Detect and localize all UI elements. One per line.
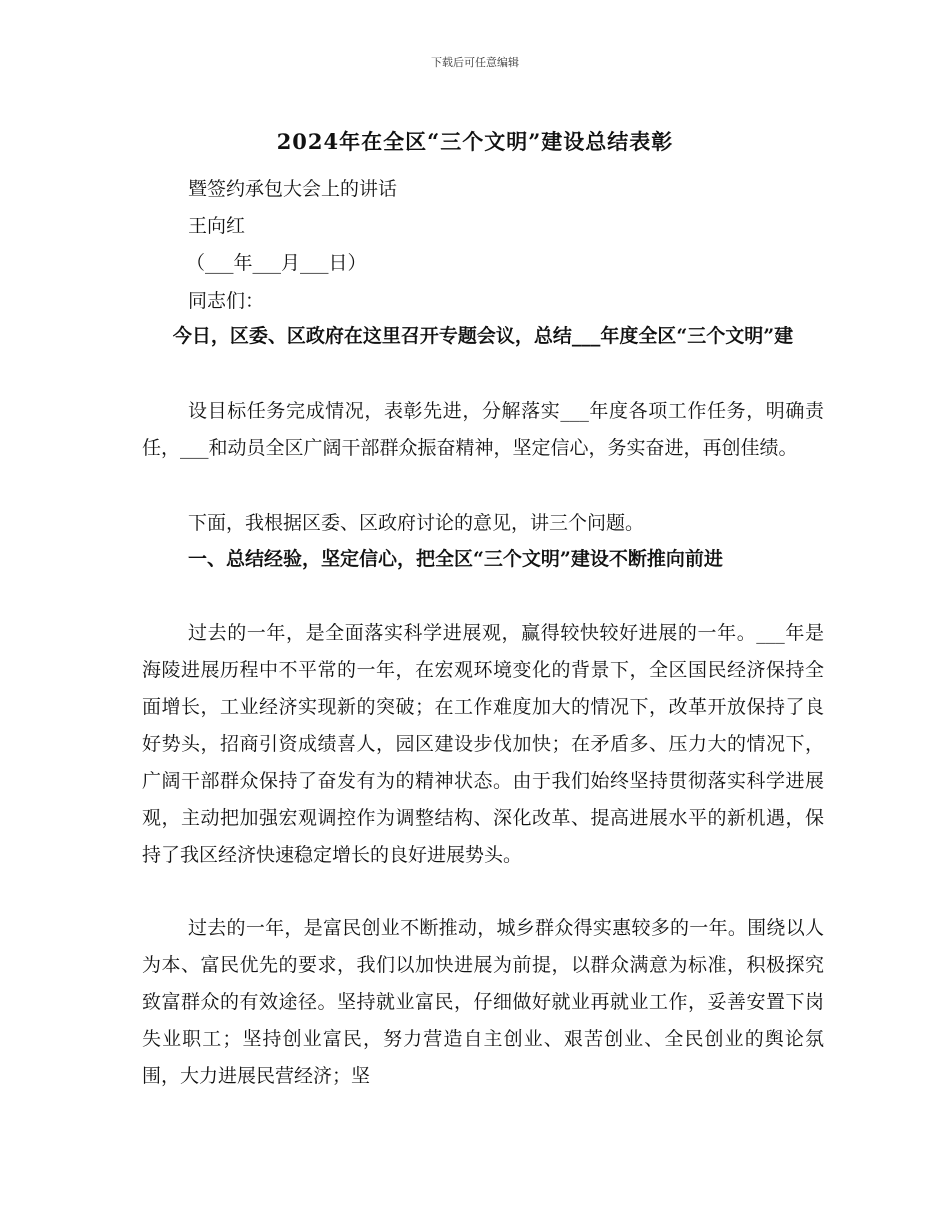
paragraph-2: 下面，我根据区委、区政府讨论的意见，讲三个问题。 [188,512,645,534]
paragraph-1: 设目标任务完成情况，表彰先进，分解落实___年度各项工作任务，明确责任，___和动员全区广阔干部群众振奋精神，坚定信心，务实奋进，再创佳绩。 [142,400,824,459]
document-title: 2024年在全区“三个文明”建设总结表彰 [276,129,674,154]
author-name: 王向红 [188,215,246,237]
salutation: 同志们： [188,290,265,312]
intro-bold-paragraph: 今日，区委、区政府在这里召开专题会议，总结___年度全区“三个文明”建 [172,325,794,347]
document-subtitle: 暨签约承包大会上的讲话 [188,178,398,200]
section-1-heading: 一、总结经验，坚定信心，把全区“三个文明”建设不断推向前进 [188,548,723,570]
page-header-note: 下载后可任意编辑 [431,56,519,69]
paragraph-4: 过去的一年，是富民创业不断推动，城乡群众得实惠较多的一年。围绕以人为本、富民优先的要求，我们以加快进展为前提，以群众满意为标准，积极探究致富群众的有效途径。坚持就业富民，仔细做好就业再就业工作，妥善安置下岗失业职工；坚持创业富民，努力营造自主创业、艰苦创业、全民创业的舆论氛围，大力进展民营经济；坚 [142,917,824,1087]
date-placeholder: （___年___月___日） [186,252,367,274]
paragraph-3: 过去的一年，是全面落实科学进展观，赢得较快较好进展的一年。___年是海陵进展历程中不平常的一年，在宏观环境变化的背景下，全区国民经济保持全面增长，工业经济实现新的突破；在工作难度加大的情况下，改革开放保持了良好势头，招商引资成绩喜人，园区建设步伐加快；在矛盾多、压力大的情况下，广阔干部群众保持了奋发有为的精神状态。由于我们始终坚持贯彻落实科学进展观，主动把加强宏观调控作为调整结构、深化改革、提高进展水平的新机遇，保持了我区经济快速稳定增长的良好进展势头。 [142,622,824,866]
